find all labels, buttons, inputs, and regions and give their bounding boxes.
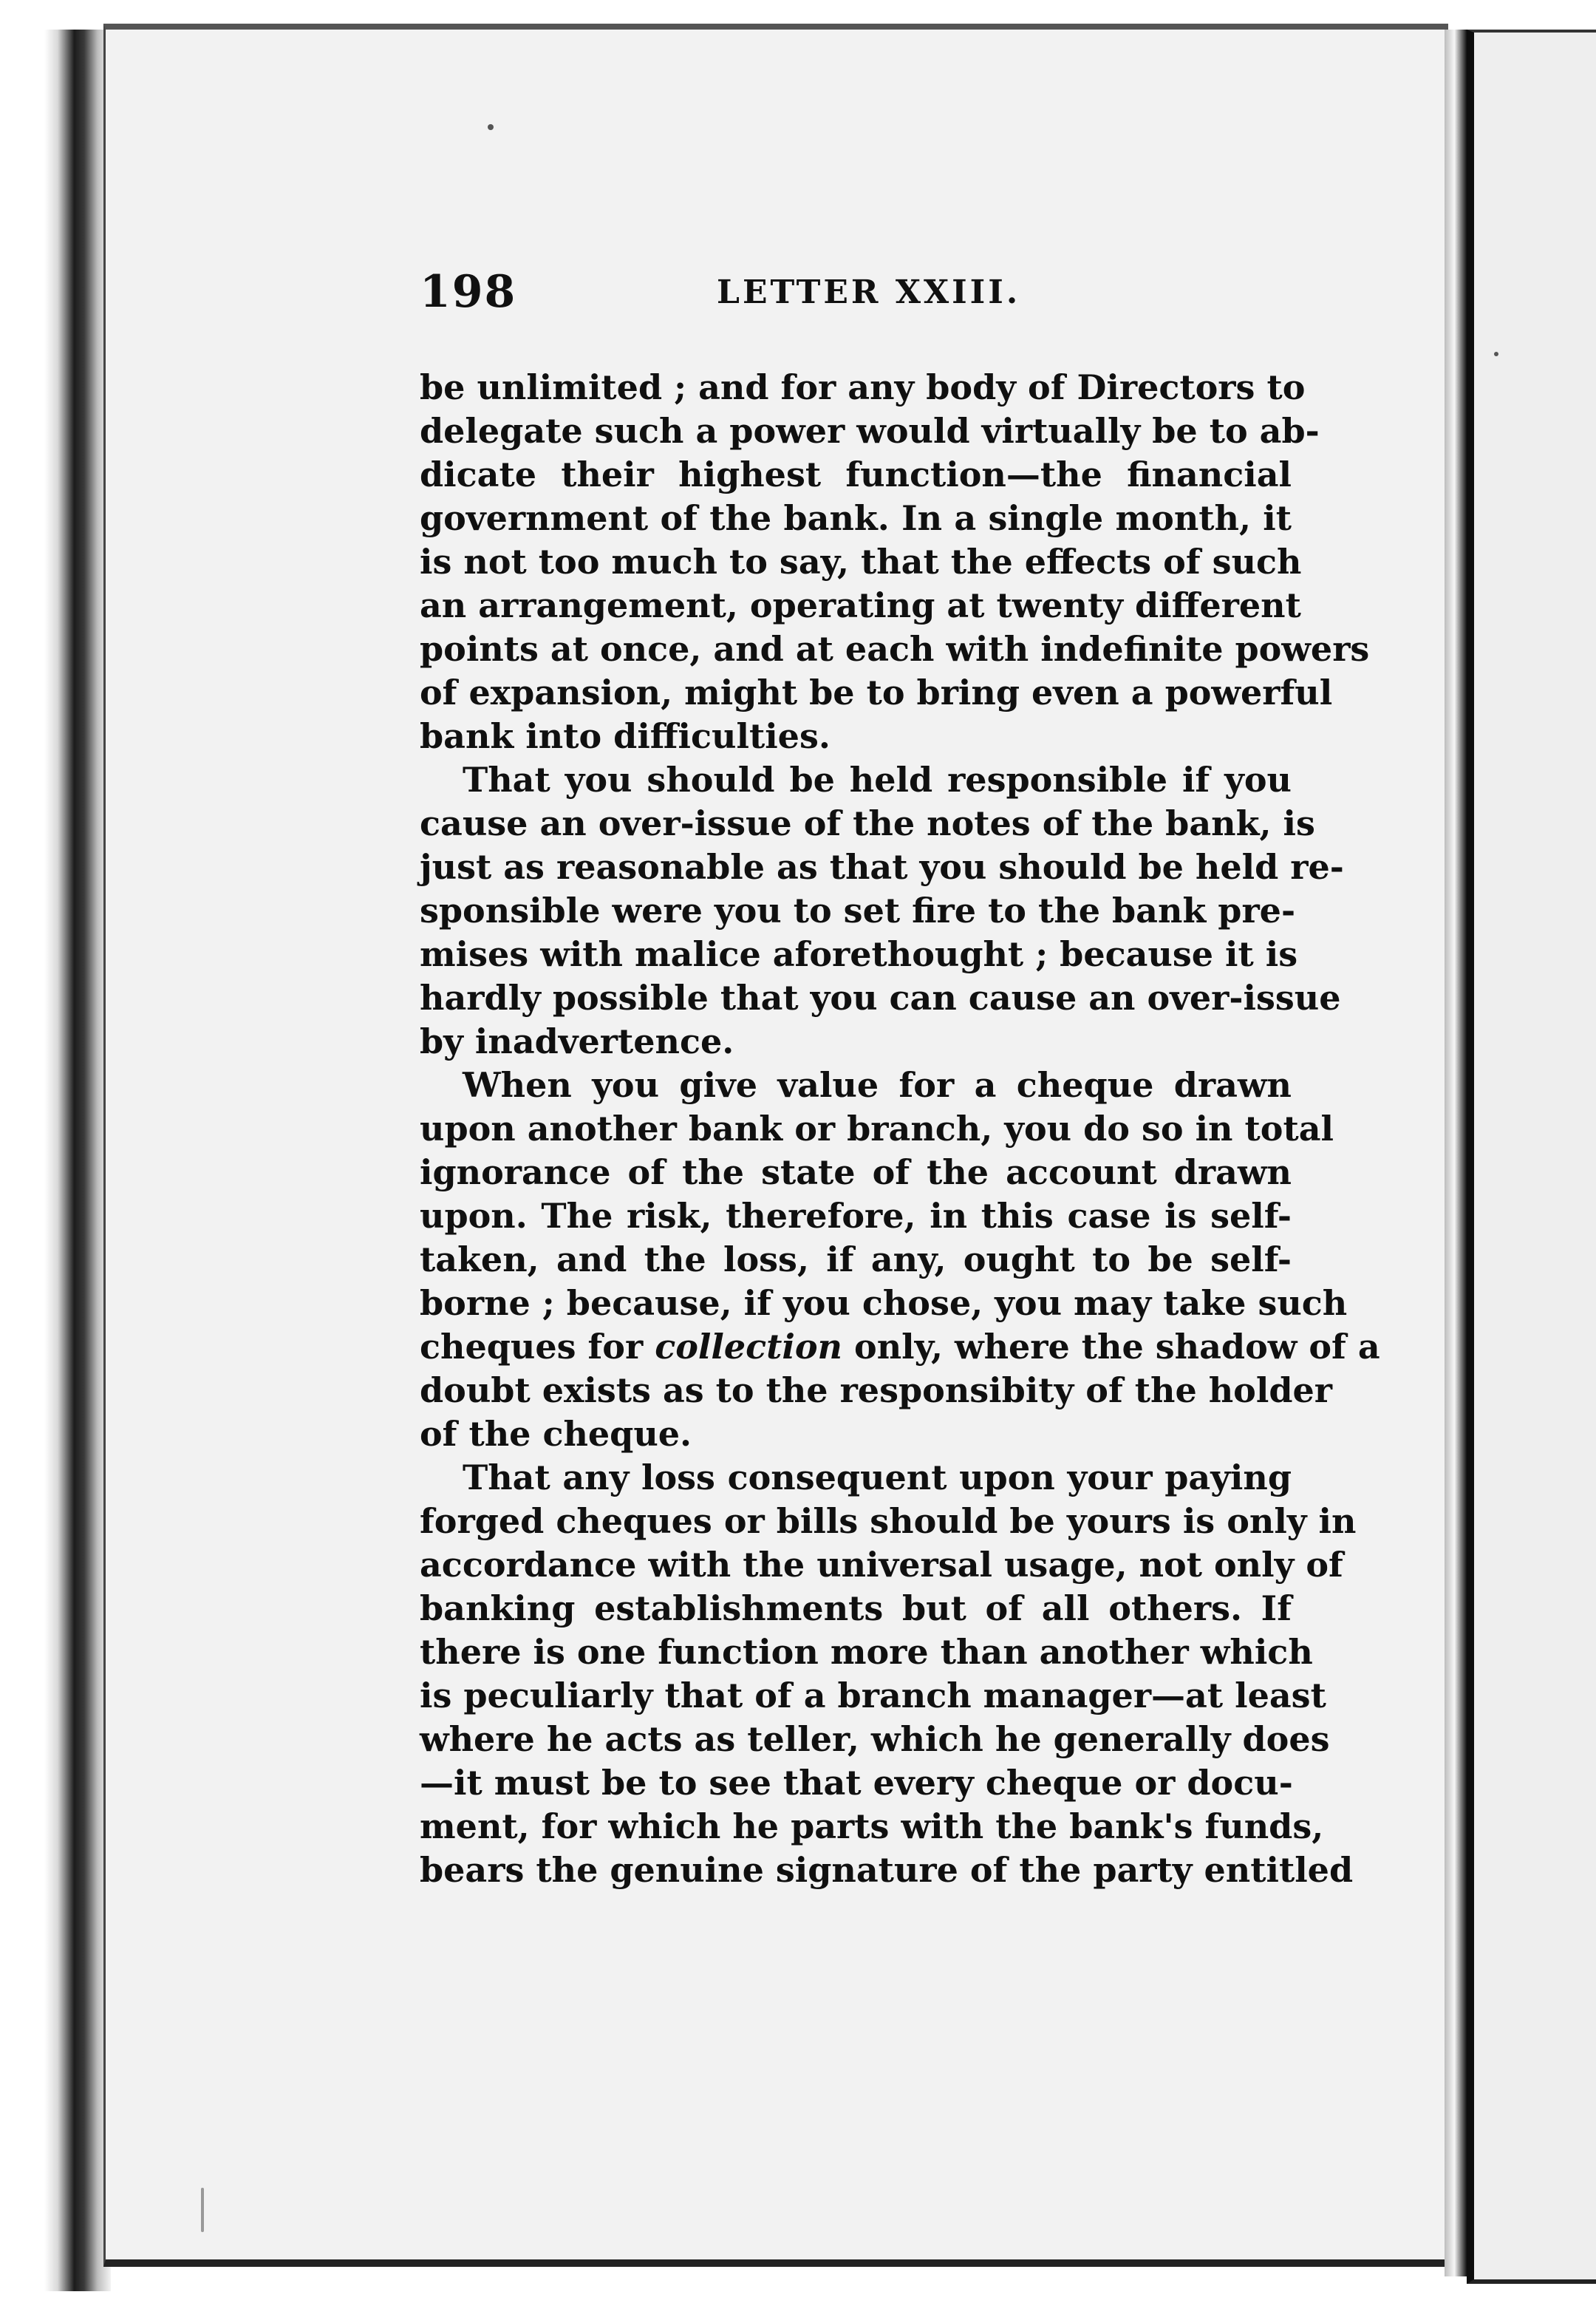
text-line: That you should be held responsible if you [463, 760, 1292, 800]
scan-speck [1494, 352, 1498, 356]
text-line: government of the bank. In a single month, it [420, 498, 1292, 538]
binding-gutter [44, 30, 111, 2291]
page-edge [1445, 30, 1467, 2276]
text-line: When you give value for a cheque drawn [463, 1065, 1292, 1105]
text-line: bears the genuine signature of the party entitled [420, 1850, 1354, 1890]
page-header [420, 266, 1292, 325]
text-line: That any loss consequent upon your paying [463, 1458, 1292, 1497]
text-line: banking establishments but of all others. If [420, 1588, 1292, 1628]
paragraph [420, 1456, 1357, 1892]
text-line: of expansion, might be to bring even a powerful [420, 673, 1333, 712]
text-line: upon. The risk, therefore, in this case is self- [420, 1196, 1292, 1236]
text-line: an arrangement, operating at twenty different [420, 585, 1301, 625]
text-line: of the cheque. [420, 1414, 692, 1454]
text-fragment: only, where the shadow of a [842, 1327, 1380, 1367]
text-line: —it must be to see that every cheque or docu- [420, 1763, 1293, 1803]
text-line: bank into difficulties. [420, 716, 831, 756]
scan-speck [201, 2188, 204, 2232]
paragraph [420, 366, 1370, 758]
text-line: mises with malice aforethought ; because it is [420, 934, 1298, 974]
text-line: there is one function more than another which [420, 1632, 1313, 1672]
page-number: 198 [420, 266, 517, 318]
text-line: borne ; because, if you chose, you may take such [420, 1283, 1348, 1323]
text-line: upon another bank or branch, you do so in total [420, 1109, 1334, 1149]
text-line: taken, and the loss, if any, ought to be self- [420, 1239, 1292, 1279]
text-line: be unlimited ; and for any body of Directors to [420, 367, 1306, 407]
text-line: delegate such a power would virtually be to ab- [420, 411, 1320, 451]
text-line: forged cheques or bills should be yours is only in [420, 1501, 1357, 1541]
paragraph [420, 1064, 1380, 1456]
text-line: is not too much to say, that the effects of such [420, 542, 1302, 582]
italic-word: collection [655, 1327, 842, 1367]
scan-speck [488, 124, 494, 130]
running-head: LETTER XXIII. [717, 273, 1021, 311]
text-line: by inadvertence. [420, 1021, 734, 1061]
text-line: just as reasonable as that you should be held re- [420, 847, 1344, 887]
text-line: dicate their highest function—the financial [420, 455, 1292, 494]
body-text [420, 366, 1380, 1892]
text-line: sponsible were you to set fire to the bank pre- [420, 891, 1296, 931]
text-line-with-italic [420, 1325, 1380, 1369]
text-line: is peculiarly that of a branch manager—at least [420, 1676, 1326, 1715]
text-line: where he acts as teller, which he generally does [420, 1719, 1330, 1759]
paragraph [420, 758, 1344, 1064]
text-line: doubt exists as to the responsibity of the holder [420, 1370, 1332, 1410]
text-line: hardly possible that you can cause an over-issue [420, 978, 1341, 1018]
facing-page-edge [1467, 30, 1596, 2284]
text-line: points at once, and at each with indefinite powers [420, 629, 1370, 669]
text-line: ment, for which he parts with the bank's funds, [420, 1806, 1324, 1846]
text-fragment: cheques for [420, 1327, 655, 1367]
text-line: ignorance of the state of the account drawn [420, 1152, 1292, 1192]
text-line: accordance with the universal usage, not only of [420, 1545, 1343, 1585]
text-line: cause an over-issue of the notes of the bank, is [420, 803, 1315, 843]
